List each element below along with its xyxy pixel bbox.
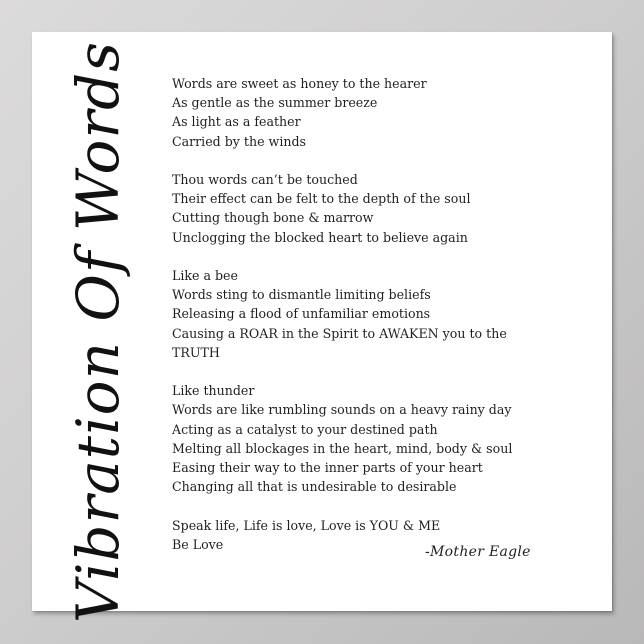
poem-line: Thou words can’t be touched — [172, 172, 358, 187]
author-signature: -Mother Eagle — [425, 544, 531, 560]
poem-line: Words are sweet as honey to the hearer — [172, 76, 427, 91]
stanza-3 — [172, 266, 572, 362]
stanza-2 — [172, 170, 572, 247]
title-column — [32, 32, 162, 624]
poem-line: As gentle as the summer breeze — [172, 95, 378, 111]
poem-line: Like a bee — [172, 268, 238, 283]
stanza-4 — [172, 381, 572, 496]
poem-line: Acting as a catalyst to your destined path — [172, 421, 438, 437]
poem-line: Easing their way to the inner parts of your heart — [172, 460, 483, 476]
poem-line: Speak life, Life is love, Love is YOU & ME — [172, 517, 441, 533]
poem-line: Unclogging the blocked heart to believe again — [172, 229, 468, 245]
poem-line: TRUTH — [172, 344, 220, 360]
stanza-1 — [172, 74, 572, 151]
poem-line: Their effect can be felt to the depth of the soul — [172, 191, 471, 207]
poem-body — [172, 74, 572, 573]
poem-line: Words sting to dismantle limiting beliefs — [172, 287, 431, 303]
poem-line: Melting all blockages in the heart, mind, body & soul — [172, 440, 513, 456]
poem-line: Like thunder — [172, 383, 255, 399]
poem-line: Carried by the winds — [172, 133, 306, 149]
poem-line: Changing all that is undesirable to desirable — [172, 479, 457, 495]
poem-line: Cutting though bone & marrow — [172, 210, 374, 226]
poem-line: Releasing a flood of unfamiliar emotions — [172, 306, 431, 322]
poem-line: As light as a feather — [172, 114, 301, 130]
poster-title: Vibration Of Words — [64, 40, 132, 624]
poem-poster — [32, 32, 612, 624]
poem-line: Be Love — [172, 536, 224, 552]
poem-line: Words are like rumbling sounds on a heavy rainy day — [172, 402, 512, 418]
poem-line: Causing a ROAR in the Spirit to AWAKEN you to the — [172, 325, 507, 341]
